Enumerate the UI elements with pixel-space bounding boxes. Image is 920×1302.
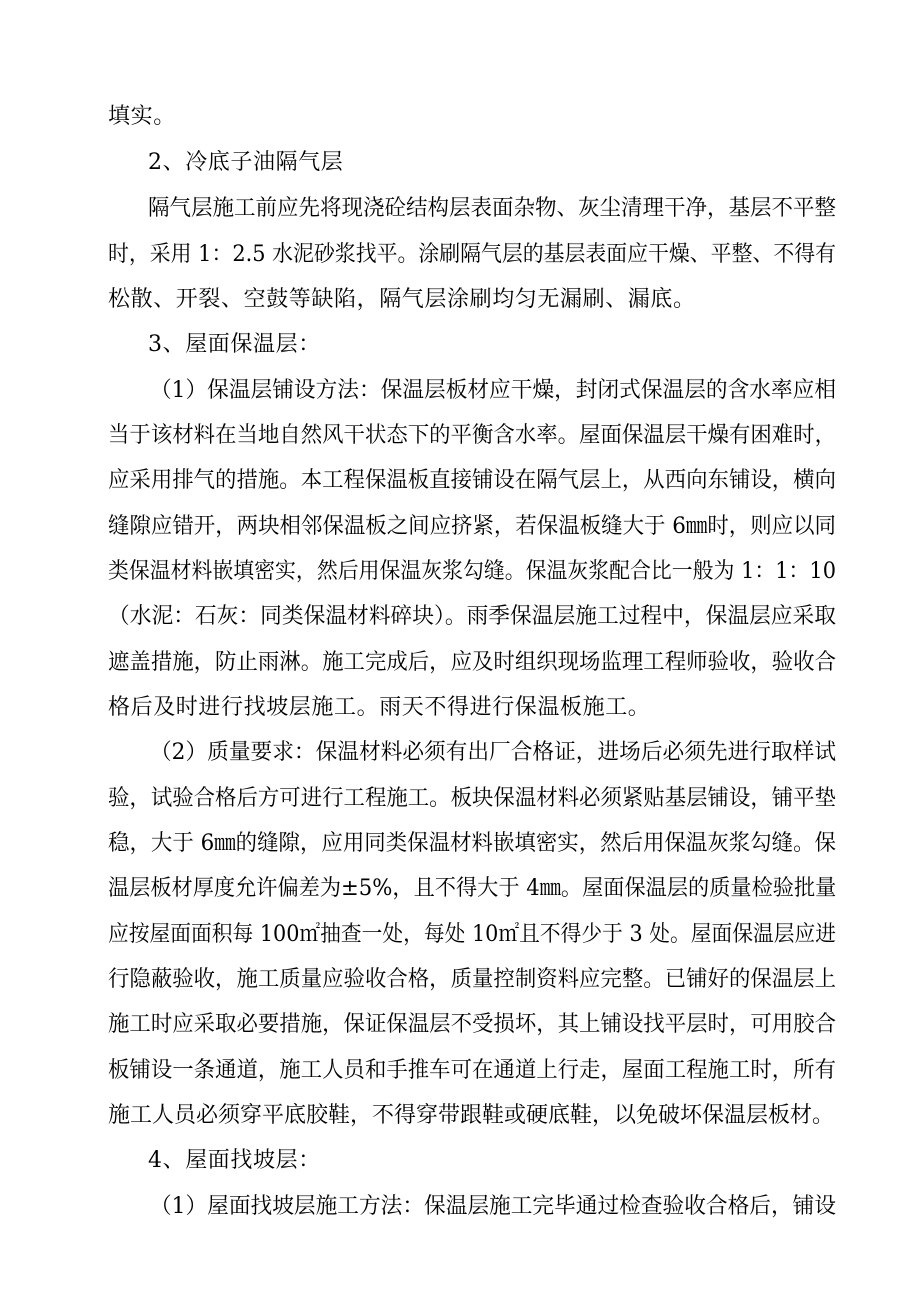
body-line-23: 施工人员必须穿平底胶鞋，不得穿带跟鞋或硬底鞋，以免破坏保温层板材。 bbox=[108, 1103, 835, 1128]
body-line-22: 板铺设一条通道，施工人员和手推车可在通道上行走，屋面工程施工时，所有 bbox=[108, 1058, 837, 1083]
body-line-4: 时，采用 1：2.5 水泥砂浆找平。涂刷隔气层的基层表面应干燥、平整、不得有 bbox=[108, 242, 836, 267]
body-line-9: 应采用排气的措施。本工程保温板直接铺设在隔气层上，从西向东铺设，横向 bbox=[108, 468, 837, 493]
body-line-18: 温层板材厚度允许偏差为±5%，且不得大于 4㎜。屋面保温层的质量检验批量 bbox=[108, 876, 837, 901]
body-line-19: 应按屋面面积每 100㎡抽查一处，每处 10㎡且不得少于 3 处。屋面保温层应进 bbox=[108, 922, 836, 947]
body-line-14: 格后及时进行找坡层施工。雨天不得进行保温板施工。 bbox=[108, 695, 651, 720]
body-line-15: （2）质量要求：保温材料必须有出厂合格证，进场后必须先进行取样试 bbox=[150, 740, 836, 765]
body-line-13: 遮盖措施，防止雨淋。施工完成后，应及时组织现场监理工程师验收，验收合 bbox=[108, 650, 837, 675]
body-line-8: 当于该材料在当地自然风干状态下的平衡含水率。屋面保温层干燥有困难时， bbox=[108, 423, 837, 448]
body-line-21: 施工时应采取必要措施，保证保温层不受损坏，其上铺设找平层时，可用胶合 bbox=[108, 1012, 837, 1037]
body-line-7: （1）保温层铺设方法：保温层板材应干燥，封闭式保温层的含水率应相 bbox=[150, 378, 836, 403]
section-heading-3: 3、屋面保温层： bbox=[148, 332, 321, 357]
body-line-16: 验，试验合格后方可进行工程施工。板块保温材料必须紧贴基层铺设，铺平垫 bbox=[108, 786, 837, 811]
body-line-20: 行隐蔽验收，施工质量应验收合格，质量控制资料应完整。已铺好的保温层上 bbox=[108, 967, 837, 992]
body-line-25: （1）屋面找坡层施工方法：保温层施工完毕通过检查验收合格后，铺设 bbox=[150, 1194, 836, 1219]
section-heading-2: 2、冷底子油隔气层 bbox=[148, 150, 344, 175]
body-line-10: 缝隙应错开，两块相邻保温板之间应挤紧，若保温板缝大于 6㎜时，则应以同 bbox=[108, 514, 836, 539]
body-line-17: 稳，大于 6㎜的缝隙，应用同类保温材料嵌填密实，然后用保温灰浆勾缝。保 bbox=[108, 831, 836, 856]
body-line-11: 类保温材料嵌填密实，然后用保温灰浆勾缝。保温灰浆配合比一般为 1：1：10 bbox=[108, 559, 836, 584]
body-line-5: 松散、开裂、空鼓等缺陷，隔气层涂刷均匀无漏刷、漏底。 bbox=[108, 287, 696, 312]
section-heading-4: 4、屋面找坡层： bbox=[148, 1148, 321, 1173]
body-line-3: 隔气层施工前应先将现浇砼结构层表面杂物、灰尘清理干净，基层不平整 bbox=[148, 196, 837, 221]
body-line-1: 填实。 bbox=[108, 104, 176, 129]
body-line-12: （水泥：石灰：同类保温材料碎块）。雨季保温层施工过程中，保温层应采取 bbox=[108, 604, 837, 629]
